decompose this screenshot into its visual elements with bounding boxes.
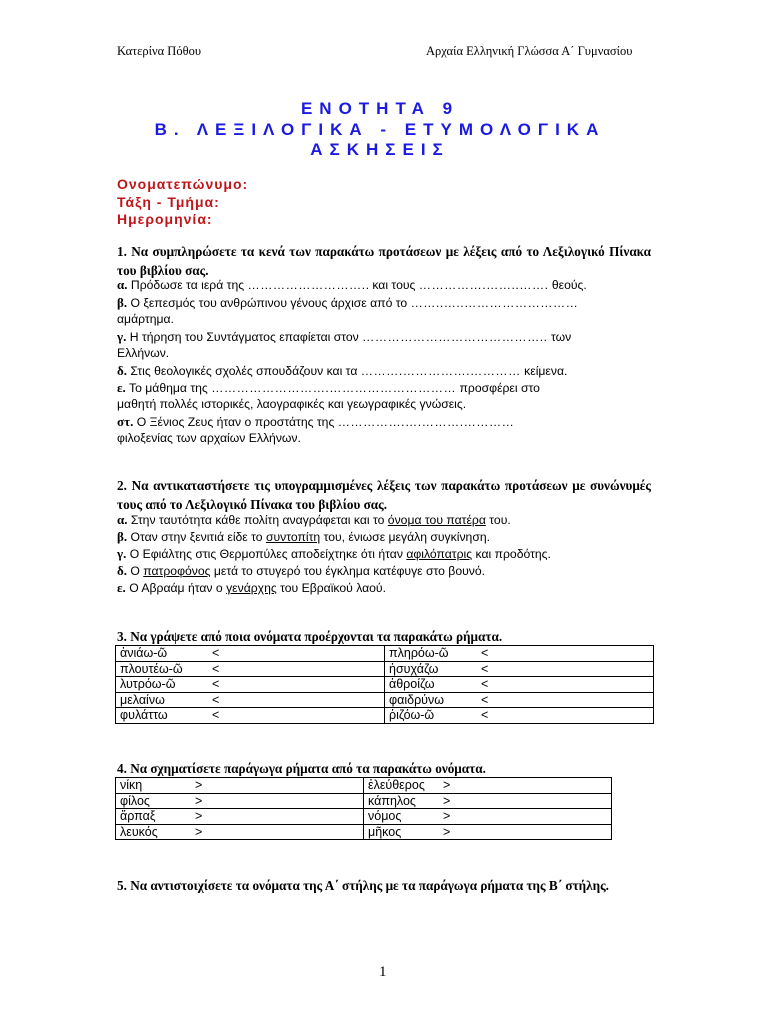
item-text: Ο Αβραάμ ήταν ο — [129, 581, 227, 595]
class-field-label: Τάξη - Τμήμα: — [117, 194, 220, 210]
word-cell[interactable] — [364, 824, 612, 840]
header-subject: Αρχαία Ελληνική Γλώσσα Α΄ Γυμνασίου — [426, 44, 633, 58]
item-text: προσφέρει στο — [456, 381, 540, 395]
item-label: α. — [117, 277, 128, 292]
word-cell[interactable] — [385, 646, 654, 662]
derivation-arrow: > — [195, 778, 203, 793]
exercise-3-table — [115, 645, 654, 724]
word-cell[interactable] — [116, 778, 364, 794]
derivation-arrow: < — [481, 708, 489, 723]
word-text: φυλάττω — [120, 708, 168, 723]
item-text: Στις θεολογικές σχολές σπουδάζουν και τα — [130, 364, 361, 378]
item-text: των — [547, 330, 572, 344]
item-label: β. — [117, 529, 128, 544]
title-exercises: ΑΣΚΗΣΕΙΣ — [310, 140, 450, 159]
word-text: λυτρόω-ῶ — [120, 677, 176, 692]
item-label: δ. — [117, 563, 127, 578]
item-text: . και τους — [365, 278, 419, 292]
word-text: φίλος — [120, 793, 150, 808]
exercise-2-item-c — [117, 545, 651, 563]
exercise-1-item-st-cont: φιλοξενίας των αρχαίων Ελλήνων. — [117, 431, 301, 445]
derivation-arrow: < — [212, 692, 220, 707]
derivation-arrow: < — [212, 677, 220, 692]
word-cell[interactable] — [364, 809, 612, 825]
word-cell[interactable] — [364, 778, 612, 794]
exercise-1-item-a — [117, 276, 651, 294]
item-text: Στην ταυτότητα κάθε πολίτη αναγράφεται και το — [130, 513, 388, 527]
item-text: του. — [485, 513, 511, 527]
derivation-arrow: < — [212, 646, 220, 661]
blank-dots: …………….……..……. — [418, 278, 549, 292]
table-row — [116, 824, 612, 840]
header-author: Κατερίνα Πόθου — [117, 44, 202, 58]
title-section: Β. ΛΕΞΙΛΟΓΙΚΑ - ΕΤΥΜΟΛΟΓΙΚΑ — [154, 120, 606, 139]
table-row — [116, 708, 654, 724]
exercise-2-item-e — [117, 579, 651, 597]
item-text: κείμενα. — [520, 364, 568, 378]
blank-dots: ……..…..……………………… — [410, 296, 579, 310]
exercise-1-item-b — [117, 294, 651, 312]
blank-dots: ……….…………….………… — [360, 364, 521, 378]
exercise-1-item-b-cont: αμάρτημα. — [117, 312, 174, 326]
exercise-2-item-b — [117, 528, 651, 546]
item-text: Οταν στην ξενιτιά είδε το — [130, 530, 266, 544]
derivation-arrow: < — [212, 708, 220, 723]
item-text: Ο ξεπεσμός του ανθρώπινου γένους άρχισε από το — [130, 296, 411, 310]
word-cell[interactable] — [385, 692, 654, 708]
exercise-4-prompt: 4. Να σχηματίσετε παράγωγα ρήματα από τα παρακάτω ονόματα. — [117, 761, 486, 776]
word-cell[interactable] — [116, 677, 385, 693]
exercise-5-prompt: 5. Να αντιστοιχίσετε τα ονόματα της Α΄ στήλης με τα παράγωγα ρήματα της Β΄ στήλης. — [117, 878, 609, 893]
word-cell[interactable] — [116, 708, 385, 724]
derivation-arrow: > — [443, 824, 451, 839]
item-text: του, ένιωσε μεγάλη συγκίνηση. — [320, 530, 491, 544]
item-text: και προδότης. — [472, 547, 551, 561]
exercise-3-prompt: 3. Να γράψετε από ποια ονόματα προέρχονται τα παρακάτω ρήματα. — [117, 629, 503, 644]
table-row — [116, 809, 612, 825]
word-cell[interactable] — [116, 793, 364, 809]
exercise-2-prompt: 2. Να αντικαταστήσετε τις υπογραμμισμένες λέξεις των παρακάτω προτάσεων με συνώνυμές τους από το Λεξιλογικό Πίνακα του βιβλίου σας. — [117, 478, 651, 512]
item-label: β. — [117, 295, 128, 310]
table-row — [116, 793, 612, 809]
item-text: θεούς. — [548, 278, 587, 292]
word-text: πλουτέω-ῶ — [120, 661, 183, 676]
exercise-4-table — [115, 777, 612, 840]
derivation-arrow: < — [212, 661, 220, 676]
exercise-2-item-a — [117, 511, 651, 529]
derivation-arrow: < — [481, 661, 489, 676]
word-cell[interactable] — [364, 793, 612, 809]
exercise-1-item-e-cont: μαθητή πολλές ιστορικές, λαογραφικές και γεωγραφικές γνώσεις. — [117, 397, 467, 411]
word-cell[interactable] — [116, 809, 364, 825]
derivation-arrow: > — [195, 824, 203, 839]
page-number: 1 — [379, 964, 387, 980]
item-text: του Εβραϊκού λαού. — [276, 581, 386, 595]
item-text: Ο Εφιάλτης στις Θερμοπύλες αποδείχτηκε ότι ήταν — [129, 547, 407, 561]
word-cell[interactable] — [385, 708, 654, 724]
item-text: Η τήρηση του Συντάγματος επαφίεται στον — [129, 330, 363, 344]
underlined-word: γενάρχης — [226, 581, 277, 595]
item-label: στ. — [117, 414, 134, 429]
table-row — [116, 677, 654, 693]
item-text: Πρόδωσε τα ιερά της — [130, 278, 248, 292]
underlined-word: πατροφόνος — [143, 564, 211, 578]
item-label: α. — [117, 512, 128, 527]
table-row — [116, 661, 654, 677]
table-row — [116, 646, 654, 662]
exercise-1-prompt: 1. Να συμπληρώσετε τα κενά των παρακάτω προτάσεων με λέξεις από το Λεξιλογικό Πίνακα του βιβλίου σας. — [117, 244, 651, 278]
exercise-1-item-d — [117, 362, 651, 380]
exercise-1-item-c-cont: Ελλήνων. — [117, 346, 170, 360]
word-text: πληρόω-ῶ — [389, 646, 449, 661]
item-label: γ. — [117, 329, 127, 344]
date-field-label: Ημερομηνία: — [117, 211, 213, 227]
derivation-arrow: > — [195, 793, 203, 808]
word-cell[interactable] — [116, 646, 385, 662]
derivation-arrow: < — [481, 677, 489, 692]
item-label: ε. — [117, 580, 126, 595]
derivation-arrow: > — [443, 809, 451, 824]
derivation-arrow: > — [443, 778, 451, 793]
blank-dots: …………………………………….. — [362, 330, 548, 344]
word-text: κάπηλος — [368, 793, 416, 808]
underlined-word: αφιλόπατρις — [406, 547, 473, 561]
exercise-1-item-c — [117, 328, 651, 346]
word-text: ῥιζόω-ῶ — [389, 708, 435, 723]
word-text: λευκός — [120, 824, 158, 839]
derivation-arrow: < — [481, 646, 489, 661]
word-cell[interactable] — [116, 824, 364, 840]
title-unit: ΕΝΟΤΗΤΑ 9 — [300, 99, 460, 118]
derivation-arrow: < — [481, 692, 489, 707]
word-cell[interactable] — [116, 692, 385, 708]
item-text: μετά το στυγερό του έγκλημα κατέφυγε στο βουνό. — [210, 564, 486, 578]
table-row — [116, 692, 654, 708]
word-text: νίκη — [120, 778, 143, 793]
item-label: δ. — [117, 363, 127, 378]
blank-dots: …………….….……….………… — [337, 415, 515, 429]
word-text: νόμος — [368, 809, 402, 824]
word-text: φαιδρύνω — [389, 692, 445, 707]
word-text: ἡσυχάζω — [389, 661, 439, 676]
underlined-word: συντοπίτη — [265, 530, 321, 544]
blank-dots: ……………………….………………………… — [211, 381, 457, 395]
derivation-arrow: > — [443, 793, 451, 808]
exercise-2-item-d — [117, 562, 651, 580]
item-text: Ο Ξένιος Ζευς ήταν ο προστάτης της — [136, 415, 338, 429]
name-field-label: Ονοματεπώνυμο: — [117, 176, 249, 192]
word-text: ἐλεύθερος — [368, 778, 425, 793]
word-cell[interactable] — [385, 661, 654, 677]
item-label: ε. — [117, 380, 126, 395]
item-text: Ο — [130, 564, 144, 578]
item-text: Το μάθημα της — [128, 381, 212, 395]
word-text: μῆκος — [368, 824, 402, 839]
blank-dots: ………………………. — [247, 278, 366, 292]
word-cell[interactable] — [385, 677, 654, 693]
underlined-word: όνομα του πατέρα — [387, 513, 486, 527]
word-text: ἀνιάω-ῶ — [120, 646, 168, 661]
word-text: μελαίνω — [120, 692, 165, 707]
word-cell[interactable] — [116, 661, 385, 677]
derivation-arrow: > — [195, 809, 203, 824]
table-row — [116, 778, 612, 794]
exercise-1-item-e — [117, 379, 651, 397]
item-label: γ. — [117, 546, 127, 561]
word-text: ἀθροίζω — [389, 677, 435, 692]
word-text: ἅρπαξ — [120, 809, 156, 824]
exercise-1-item-st — [117, 413, 651, 431]
